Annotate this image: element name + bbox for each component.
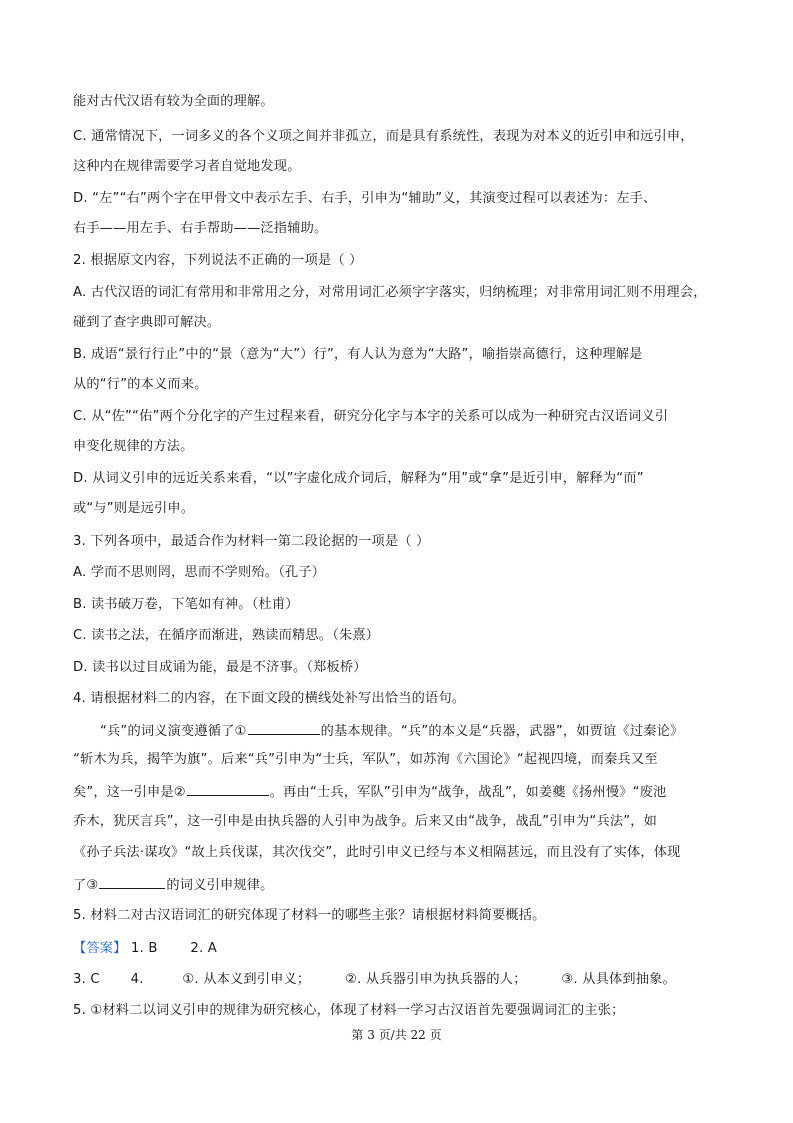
answer-line <box>73 939 217 959</box>
fill-paragraph-line: “斩木为兵，揭竿为旗”。后来“兵”引申为“士兵，军队”，如苏洵《六国论》“起视四境，而秦兵又至 <box>73 752 658 767</box>
option-d: D. “左”“右”两个字在甲骨文中表示左手、右手，引申为“辅助”义，其演变过程可以表述为：左手、 <box>73 191 657 206</box>
option-b: B. 成语“景行行止”中的“景（意为“大”）行”，有人认为意为“大路”，喻指崇高德行，这种理解是 <box>73 347 643 362</box>
option-b: B. 读书破万卷，下笔如有神。（杜甫） <box>73 597 299 612</box>
text-line: 碰到了查字典即可解决。 <box>73 315 221 330</box>
text-line: 申变化规律的方法。 <box>73 439 194 454</box>
text-line: 右手——用左手、右手帮助——泛指辅助。 <box>73 221 328 236</box>
text-segment: 的基本规律。“兵”的本义是“兵器，武器”，如贾谊《过秦论》 <box>320 724 684 739</box>
option-c: C. 读书之法，在循序而渐进，熟读而精思。（朱熹） <box>73 628 380 643</box>
question-2: 2. 根据原文内容，下列说法不正确的一项是（ ） <box>73 253 363 268</box>
answer-1: 1. B <box>130 941 158 956</box>
answer-4-part-2: ②. 从兵器引申为执兵器的人； <box>345 972 527 987</box>
answer-3: 3. C <box>73 972 100 987</box>
answer-4-part-1: ①. 从本义到引申义； <box>182 972 311 987</box>
text-segment: 矣”，这一引申是② <box>73 785 186 800</box>
text-segment: 。再由“士兵，军队”引申为“战争，战乱”，如姜夔《扬州慢》“废池 <box>269 785 667 800</box>
page-footer: 第 3 页/共 22 页 <box>351 1028 442 1042</box>
text-line: 从的“行”的本义而来。 <box>73 377 208 392</box>
fill-paragraph-line: 《孙子兵法·谋攻》“故上兵伐谋，其次伐交”，此时引申义已经与本义相隔甚远，而且没有了实体，体现 <box>73 845 681 860</box>
text-segment: 的词义引申规律。 <box>166 878 274 893</box>
text-line: 能对古代汉语有较为全面的理解。 <box>73 94 274 109</box>
option-c: C. 从“佐”“佑”两个分化字的产生过程来看，研究分化字与本字的关系可以成为一种研究古汉语词义引 <box>73 409 669 424</box>
answer-2: 2. A <box>190 941 218 956</box>
question-4: 4. 请根据材料二的内容，在下面文段的横线处补写出恰当的语句。 <box>73 691 466 706</box>
answer-blank-3[interactable] <box>99 874 165 889</box>
text-line: 或“与”则是远引申。 <box>73 501 195 516</box>
option-a: A. 古代汉语的词汇有常用和非常用之分，对常用词汇必须字字落实，归纳梳理；对非常用词汇则不用理会， <box>73 285 707 300</box>
answer-5: 5. ①材料二以词义引申的规律为研究核心，体现了材料一学习古汉语首先要强调词汇的主张； <box>73 1003 625 1018</box>
text-segment: “兵”的词义演变遵循了① <box>100 724 247 739</box>
answer-line <box>73 970 676 990</box>
text-segment: 了③ <box>73 878 99 893</box>
answer-blank-1[interactable] <box>248 720 320 735</box>
fill-paragraph-line: 乔木，犹厌言兵”，这一引申是由执兵器的人引申为战争。后来又由“战争，战乱”引申为“兵法”，如 <box>73 814 658 829</box>
text-line: 这种内在规律需要学习者自觉地发现。 <box>73 159 301 174</box>
fill-paragraph-line <box>100 720 683 742</box>
answer-blank-2[interactable] <box>187 781 269 796</box>
answer-tag: 【答案】 <box>73 941 127 956</box>
option-d: D. 从词义引申的远近关系来看，“以”字虚化成介词后，解释为“用”或“拿”是近引申，解释为“而” <box>73 471 644 486</box>
option-c: C. 通常情况下，一词多义的各个义项之间并非孤立，而是具有系统性，表现为对本义的近引申和远引申， <box>73 129 694 144</box>
option-a: A. 学而不思则罔，思而不学则殆。（孔子） <box>73 565 326 580</box>
option-d: D. 读书以过目成诵为能，最是不济事。（郑板桥） <box>73 660 367 675</box>
answer-4-part-3: ③. 从具体到抽象。 <box>561 972 676 987</box>
fill-paragraph-line <box>73 781 666 803</box>
answer-4-number: 4. <box>130 972 144 987</box>
question-3: 3. 下列各项中，最适合作为材料一第二段论据的一项是（ ） <box>73 534 430 549</box>
question-5: 5. 材料二对古汉语词汇的研究体现了材料一的哪些主张？请根据材料简要概括。 <box>73 908 546 923</box>
fill-paragraph-line <box>73 874 274 896</box>
